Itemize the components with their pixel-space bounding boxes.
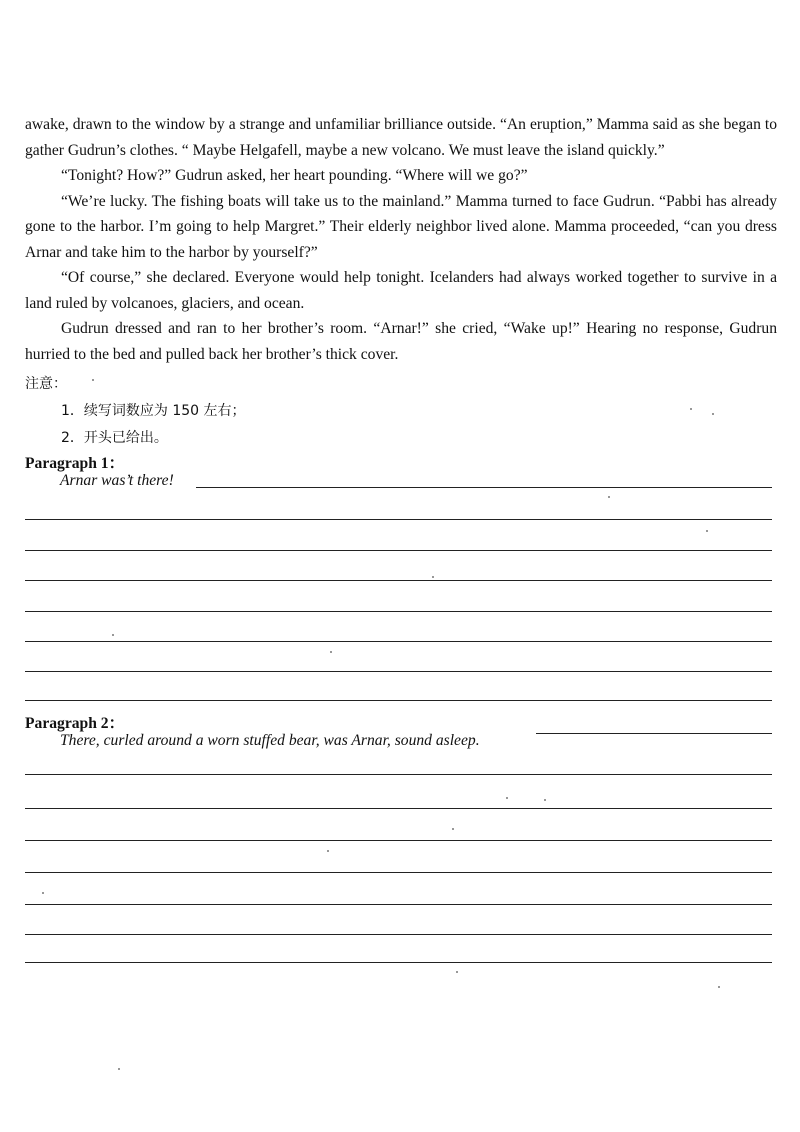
scan-speck (42, 892, 44, 894)
paragraph-1-label: Paragraph 1： (25, 455, 125, 472)
scan-speck (432, 576, 434, 578)
answer-line[interactable] (25, 519, 772, 520)
scan-speck (718, 986, 720, 988)
answer-line[interactable] (25, 774, 772, 775)
scan-speck (706, 530, 708, 532)
story-passage (25, 112, 777, 367)
instructions-title: 注意： (25, 376, 67, 392)
scan-speck (92, 379, 94, 381)
answer-line[interactable] (25, 671, 772, 672)
scan-speck (608, 496, 610, 498)
scan-speck (712, 413, 714, 415)
paragraph-2-label: Paragraph 2： (25, 715, 125, 732)
scan-speck (118, 1068, 120, 1070)
answer-line[interactable] (25, 904, 772, 905)
answer-line[interactable] (25, 611, 772, 612)
instructions (25, 371, 246, 452)
answer-line[interactable] (25, 700, 772, 701)
answer-line[interactable] (25, 580, 772, 581)
story-paragraph: awake, drawn to the window by a strange and unfamiliar brilliance outside. “An eruption,” Mamma said as she began to gather Gudrun’s clothes. “ Maybe Helgafell, maybe a new volcano. We must leave the island quickly.” (25, 116, 777, 159)
scan-speck (330, 651, 332, 653)
scan-speck (544, 799, 546, 801)
paragraph-1-opening: Arnar was’t there! (60, 472, 174, 489)
story-paragraph: “Tonight? How?” Gudrun asked, her heart pounding. “Where will we go?” (61, 167, 528, 184)
instruction-item: 2．开头已给出。 (61, 430, 168, 446)
story-paragraph: “We’re lucky. The fishing boats will take us to the mainland.” Mamma turned to face Gudrun. “Pabbi has already gone to the harbor. I’m going to help Margret.” Their elderly neighbor lived alone. Mamma proceeded, “can you dress Arnar and take him to the harbor by yourself?” (25, 192, 777, 261)
scan-speck (452, 828, 454, 830)
scan-speck (456, 971, 458, 973)
answer-line[interactable] (25, 962, 772, 963)
instruction-item: 1．续写词数应为 150 左右； (61, 403, 246, 419)
answer-line[interactable] (25, 872, 772, 873)
answer-line[interactable] (25, 808, 772, 809)
answer-line[interactable] (25, 934, 772, 935)
answer-line[interactable] (25, 550, 772, 551)
story-paragraph: Gudrun dressed and ran to her brother’s room. “Arnar!” she cried, “Wake up!” Hearing no response, Gudrun hurried to the bed and pulled back her brother’s thick cover. (25, 320, 777, 363)
answer-line[interactable] (196, 487, 772, 488)
answer-line[interactable] (25, 641, 772, 642)
story-paragraph: “Of course,” she declared. Everyone would help tonight. Icelanders had always worked together to survive in a land ruled by volcanoes, glaciers, and ocean. (25, 269, 777, 312)
answer-line[interactable] (536, 733, 772, 734)
scan-speck (327, 850, 329, 852)
scan-speck (690, 408, 692, 410)
paragraph-2-opening: There, curled around a worn stuffed bear, was Arnar, sound asleep. (60, 732, 480, 749)
scan-speck (112, 634, 114, 636)
scan-speck (506, 797, 508, 799)
answer-line[interactable] (25, 840, 772, 841)
